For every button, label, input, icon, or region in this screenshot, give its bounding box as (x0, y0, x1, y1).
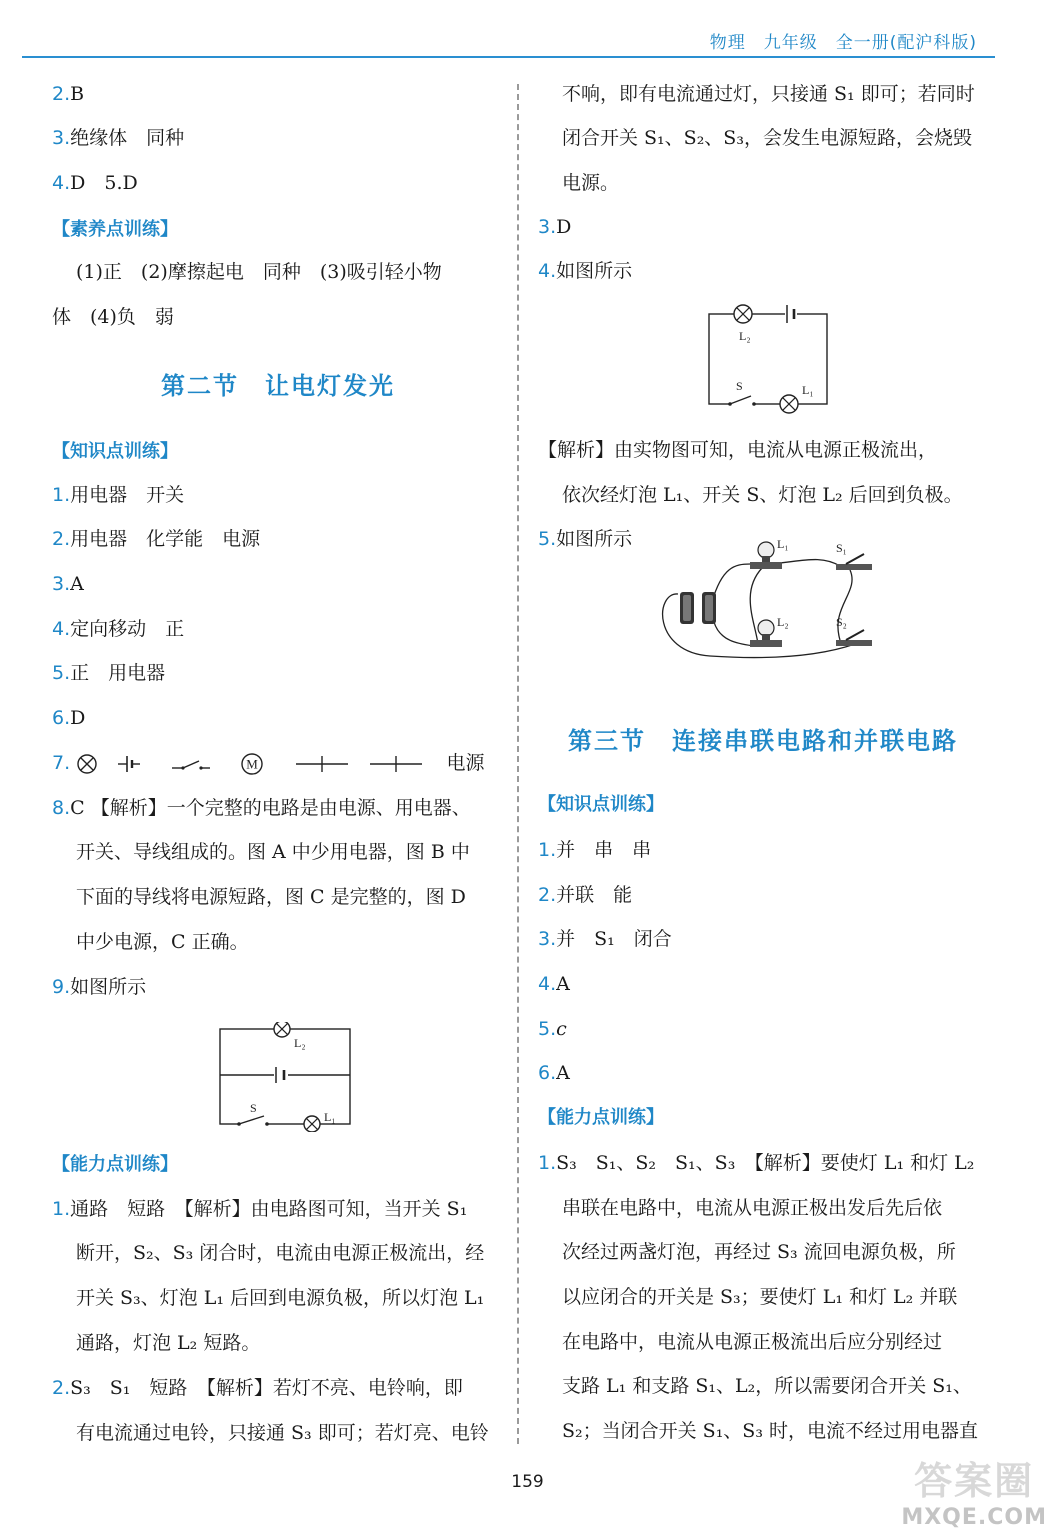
watermark-bottom: MXQE.COM (901, 1505, 1047, 1530)
knowledge-7: 7. M 电源 (52, 752, 485, 774)
answer-r4: 4.如图所示 (538, 260, 633, 282)
page-header (0, 0, 1055, 58)
watermark-logo (901, 1450, 1047, 1530)
lamp-l1-base-icon (750, 562, 782, 569)
knowledge-9: 9.如图所示 (52, 976, 147, 998)
fig5-lamp1-label: L₁ (777, 537, 789, 551)
circuit-diagram-4 (703, 302, 833, 414)
fig4-lamp-top-label: L₂ (739, 329, 751, 343)
knowledge-8: 8.C 【解析】一个完整的电路是由电源、用电器、 (52, 797, 471, 819)
knowledge-6: 6.D (52, 707, 86, 729)
knowledge-2: 2.用电器 化学能 电源 (52, 528, 261, 550)
column-divider (517, 84, 519, 1444)
knowledge-3: 3.A (52, 573, 84, 595)
section-2-title: 第二节 让电灯发光 (161, 371, 395, 400)
continued-line-1: 不响，即有电流通过灯，只接通 S₁ 即可；若同时 (562, 83, 975, 105)
knowledge-r5: 5.c (538, 1018, 567, 1040)
knowledge-4: 4.定向移动 正 (52, 618, 185, 640)
switch-s2-icon (836, 640, 872, 646)
answer-3: 3.绝缘体 同种 (52, 127, 185, 149)
fig9-lamp-l1-label: L₁ (324, 1110, 336, 1124)
bulb-l2-icon (758, 620, 774, 636)
continued-line-2: 闭合开关 S₁、S₂、S₃，会发生电源短路，会烧毁 (562, 127, 972, 149)
ability-2: 2.S₃ S₁ 短路 【解析】若灯不亮、电铃响，即 (52, 1377, 463, 1399)
ability-r1-line-5: 在电路中，电流从电源正极流出后应分别经过 (562, 1331, 943, 1353)
header-rule (22, 56, 995, 58)
battery-symbol-icon (118, 753, 144, 775)
wire-junction-icon (296, 753, 348, 775)
answer-r5: 5.如图所示 (538, 528, 633, 550)
answer-4-5: 4.D 5.D (52, 172, 138, 194)
header-title: 物理 九年级 全一册(配沪科版) (709, 33, 977, 53)
fig5-lamp2-label: L₂ (777, 615, 789, 629)
ability-r1-line-6: 支路 L₁ 和支路 S₁、L₂，所以需要闭合开关 S₁、 (562, 1375, 972, 1397)
ability-1-line-3: 开关 S₃、灯泡 L₁ 后回到电源负极，所以灯泡 L₁ (76, 1287, 485, 1309)
ability-2-line-2: 有电流通过电铃，只接通 S₃ 即可；若灯亮、电铃 (76, 1422, 489, 1444)
tag-knowledge-training: 【知识点训练】 (52, 441, 178, 462)
ability-r1: 1.S₃ S₁、S₂ S₁、S₃ 【解析】要使灯 L₁ 和灯 L₂ (538, 1152, 975, 1174)
knowledge-8-line-2: 开关、导线组成的。图 A 中少用电器，图 B 中 (76, 841, 470, 863)
ability-r1-line-2: 串联在电路中，电流从电源正极出发后先后依 (562, 1197, 943, 1219)
knowledge-8-line-3: 下面的导线将电源短路，图 C 是完整的，图 D (76, 886, 466, 908)
fig9-switch-label: S (250, 1101, 257, 1115)
ability-1-line-4: 通路，灯泡 L₂ 短路。 (76, 1332, 261, 1354)
suyang-line-2: 体 (4)负 弱 (52, 306, 174, 328)
physical-circuit-5 (650, 532, 890, 662)
ability-r1-line-7: S₂；当闭合开关 S₁、S₃ 时，电流不经过用电器直 (562, 1420, 978, 1442)
knowledge-r4: 4.A (538, 973, 570, 995)
answer-2: 2.B (52, 83, 85, 105)
knowledge-8-line-4: 中少电源，C 正确。 (76, 931, 249, 953)
fig5-switch1-label: S₁ (836, 541, 847, 555)
tag-ability-training: 【能力点训练】 (52, 1154, 178, 1175)
knowledge-r2: 2.并联 能 (538, 884, 633, 906)
switch-s1-icon (836, 564, 872, 570)
page-number: 159 (511, 1472, 544, 1492)
svg-text:M: M (246, 756, 259, 772)
lamp-l2-base-icon (750, 640, 782, 647)
ability-r1-line-3: 次经过两盏灯泡，再经过 S₃ 流回电源负极，所 (562, 1241, 956, 1263)
switch-symbol-icon (172, 753, 212, 775)
motor-symbol-icon (240, 752, 264, 776)
fig9-lamp-l2-label: L₂ (294, 1036, 306, 1050)
knowledge-r1: 1.并 串 串 (538, 839, 652, 861)
fig4-switch-label: S (736, 379, 743, 393)
fig4-lamp-bottom-label: L₁ (802, 383, 814, 397)
tag-knowledge-training: 【知识点训练】 (538, 794, 664, 815)
ability-1: 1.通路 短路 【解析】由电路图可知，当开关 S₁ (52, 1198, 468, 1220)
bulb-l1-icon (758, 542, 774, 558)
fig5-switch2-label: S₂ (836, 615, 847, 629)
lamp-symbol-icon (76, 753, 98, 775)
continued-line-3: 电源。 (562, 172, 620, 194)
circuit-diagram-9 (212, 1022, 362, 1132)
wire-crossing-icon (370, 753, 422, 775)
ability-r1-line-4: 以应闭合的开关是 S₃；要使灯 L₁ 和灯 L₂ 并联 (562, 1286, 958, 1308)
suyang-line-1: (1)正 (2)摩擦起电 同种 (3)吸引轻小物 (76, 261, 442, 283)
tag-ability-training: 【能力点训练】 (538, 1107, 664, 1128)
answer-r4-explanation-2: 依次经灯泡 L₁、开关 S、灯泡 L₂ 后回到负极。 (562, 484, 963, 506)
ability-1-line-2: 断开，S₂、S₃ 闭合时，电流由电源正极流出，经 (76, 1242, 485, 1264)
watermark-top: 答案圈 (914, 1459, 1035, 1503)
section-3-title: 第三节 连接串联电路和并联电路 (568, 726, 958, 755)
knowledge-1: 1.用电器 开关 (52, 484, 185, 506)
answer-r3: 3.D (538, 216, 572, 238)
knowledge-r3: 3.并 S₁ 闭合 (538, 928, 672, 950)
knowledge-5: 5.正 用电器 (52, 662, 166, 684)
answer-r4-explanation-1: 【解析】由实物图可知，电流从电源正极流出， (538, 439, 938, 461)
knowledge-r6: 6.A (538, 1062, 570, 1084)
tag-suyang-training: 【素养点训练】 (52, 219, 178, 240)
